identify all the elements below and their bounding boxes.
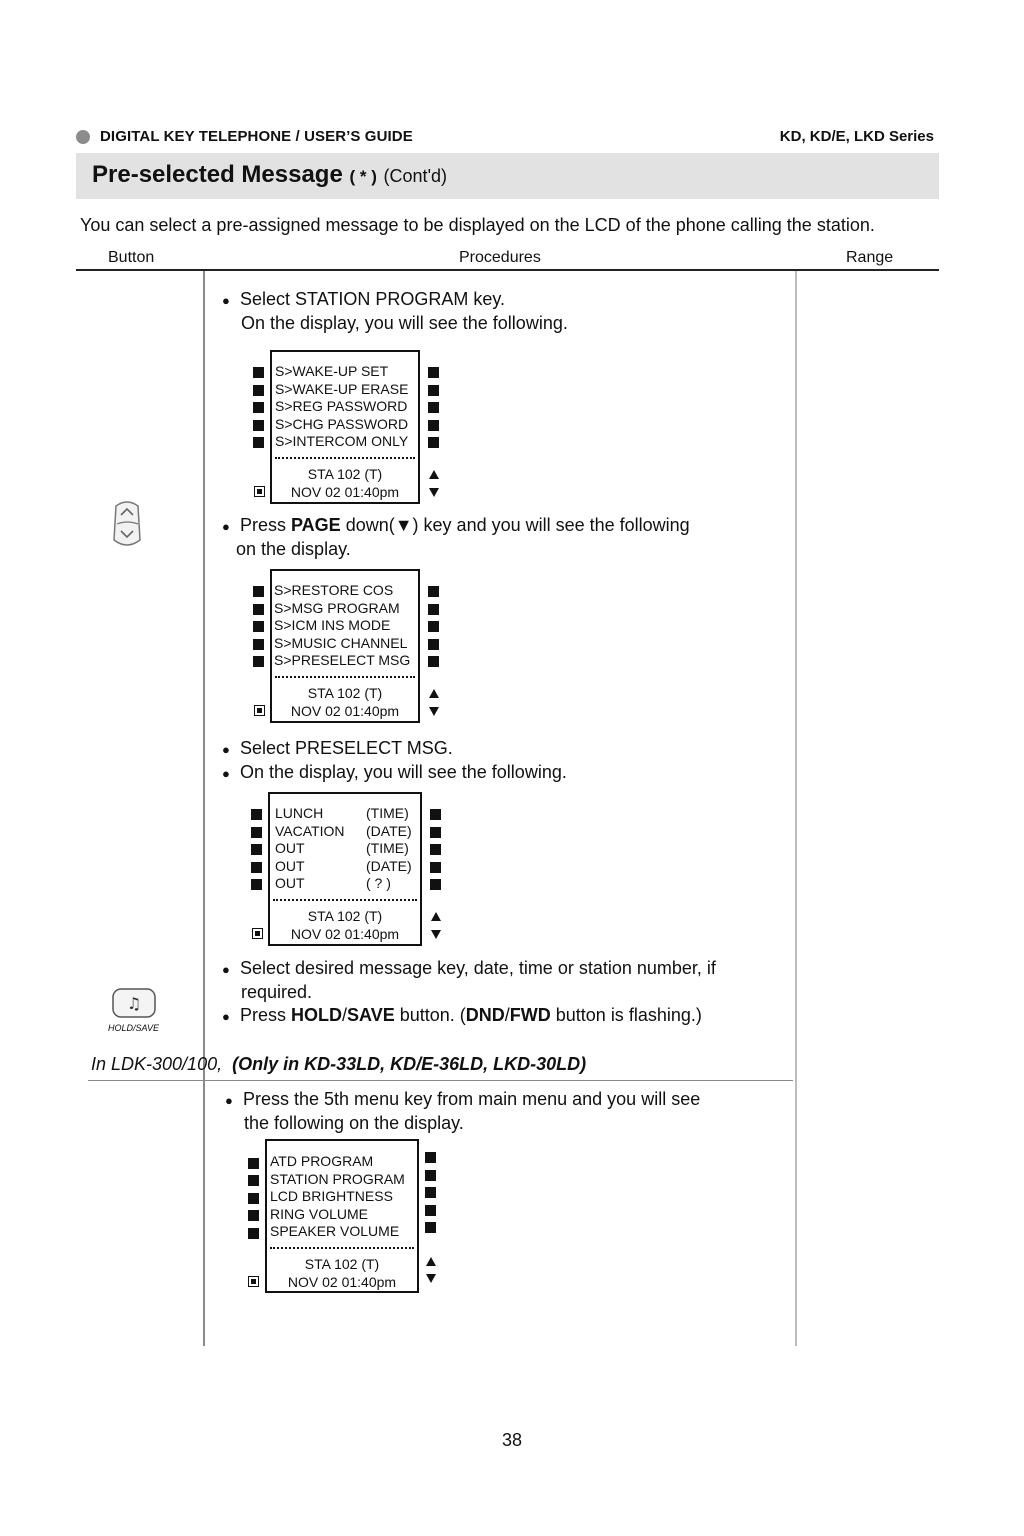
lcd-row: S>REG PASSWORD	[275, 398, 408, 414]
ldk-models-only: (Only in KD-33LD, KD/E-36LD, LKD-30LD)	[232, 1054, 587, 1074]
soft-key-right-2	[428, 385, 439, 396]
step-see-display	[222, 761, 567, 785]
step-press-page-down	[222, 514, 690, 538]
soft-key-right-3	[428, 621, 439, 632]
lcd-status-station: STA 102 (T)	[307, 908, 383, 924]
lcd-row: S>MUSIC CHANNEL	[274, 634, 408, 651]
soft-key-right-1	[425, 1152, 436, 1163]
soft-key-left-4	[248, 1210, 259, 1221]
soft-key-left-2	[251, 827, 262, 838]
scroll-up-arrow-icon	[429, 470, 439, 479]
step-text-cont: On the display, you will see the following.	[241, 313, 568, 333]
scroll-down-arrow-icon	[429, 488, 439, 497]
soft-key-left-3	[248, 1193, 259, 1204]
soft-key-right-2	[430, 827, 441, 838]
soft-key-left-3	[253, 621, 264, 632]
save-label: SAVE	[347, 1005, 395, 1025]
lcd-row: S>WAKE-UP SET	[275, 363, 389, 379]
soft-key-left-5	[248, 1228, 259, 1239]
soft-key-left-1	[248, 1158, 259, 1169]
step-text: Select STATION PROGRAM key.	[240, 289, 506, 309]
message-name: VACATION	[275, 822, 345, 839]
bullet-icon: ●	[222, 292, 230, 308]
lcd-row: ATD PROGRAM	[270, 1153, 374, 1169]
intro-text: You can select a pre-assigned message to be displayed on the LCD of the phone calling the station.	[80, 215, 875, 235]
scroll-up-arrow-icon	[429, 689, 439, 698]
scroll-up-arrow-icon	[431, 912, 441, 921]
column-header-range: Range	[846, 249, 894, 266]
soft-key-right-4	[430, 862, 441, 873]
step-text: Press	[240, 515, 292, 535]
step-text: Press the 5th menu key from main menu and you will see	[243, 1089, 701, 1109]
soft-key-left-1	[251, 809, 262, 820]
lcd-indicator-icon	[248, 1276, 259, 1287]
ldk-model-note: In LDK-300/100,	[91, 1054, 223, 1074]
step-text: Select desired message key, date, time or station number, if	[240, 958, 716, 978]
soft-key-right-5	[425, 1222, 436, 1233]
step-select-station-program	[222, 288, 505, 312]
lcd-status-datetime: NOV 02 01:40pm	[290, 484, 400, 500]
soft-key-left-1	[253, 367, 264, 378]
ldk-section-heading	[91, 1054, 586, 1075]
step-text: button. (	[394, 1005, 466, 1025]
message-value: (TIME)	[366, 840, 409, 856]
message-value: (DATE)	[366, 822, 412, 839]
soft-key-right-5	[428, 656, 439, 667]
title-cont: (Cont'd)	[383, 166, 448, 186]
message-value: ( ? )	[366, 875, 391, 891]
lcd-status-datetime: NOV 02 01:40pm	[290, 926, 400, 942]
header-guide-title: DIGITAL KEY TELEPHONE / USER’S GUIDE	[100, 128, 413, 145]
step-text: down(▼) key and you will see the following	[340, 515, 690, 535]
soft-key-right-1	[428, 586, 439, 597]
scroll-down-arrow-icon	[426, 1274, 436, 1283]
step-text-cont: required.	[241, 982, 313, 1002]
lcd-row: S>RESTORE COS	[274, 582, 394, 598]
message-name: LUNCH	[275, 805, 324, 821]
section-divider	[88, 1080, 793, 1081]
hold-label: HOLD	[291, 1005, 343, 1025]
soft-key-right-4	[428, 639, 439, 650]
scroll-up-arrow-icon	[426, 1257, 436, 1266]
soft-key-right-1	[430, 809, 441, 820]
soft-key-left-4	[251, 862, 262, 873]
hold-save-label: HOLD/SAVE	[108, 1023, 160, 1033]
step-press-hold-save	[222, 1004, 702, 1028]
column-header-procedures: Procedures	[459, 249, 541, 266]
soft-key-right-4	[428, 420, 439, 431]
soft-key-left-4	[253, 639, 264, 650]
lcd-row: LCD BRIGHTNESS	[270, 1188, 393, 1204]
bullet-icon: ●	[222, 741, 230, 757]
header-bullet-icon	[76, 130, 90, 144]
title-symbol: ( * )	[349, 167, 377, 186]
svg-text:♫: ♫	[126, 994, 142, 1013]
soft-key-right-1	[428, 367, 439, 378]
column-divider-right	[795, 271, 797, 1346]
page-key-icon	[110, 498, 144, 555]
lcd-status-station: STA 102 (T)	[307, 466, 383, 482]
step-select-message-key	[222, 957, 716, 981]
soft-key-right-5	[428, 437, 439, 448]
message-name: OUT	[275, 875, 305, 891]
column-header-button: Button	[108, 249, 155, 266]
soft-key-left-1	[253, 586, 264, 597]
soft-key-left-2	[248, 1175, 259, 1186]
lcd-row: RING VOLUME	[270, 1205, 369, 1222]
bullet-icon: ●	[222, 518, 230, 534]
lcd-row: STATION PROGRAM	[270, 1170, 405, 1187]
soft-key-left-5	[251, 879, 262, 890]
header-series: KD, KD/E, LKD Series	[779, 128, 934, 145]
step-text: Press	[240, 1005, 292, 1025]
lcd-divider	[270, 1247, 414, 1249]
lcd-row: S>PRESELECT MSG	[274, 652, 411, 668]
step-press-5th-menu-key	[225, 1088, 700, 1112]
lcd-status-datetime: NOV 02 01:40pm	[287, 1274, 397, 1290]
lcd-indicator-icon	[252, 928, 263, 939]
message-name: OUT	[275, 840, 305, 856]
page-title	[92, 161, 447, 189]
soft-key-right-5	[430, 879, 441, 890]
bullet-icon: ●	[225, 1092, 233, 1108]
lcd-divider	[275, 676, 415, 678]
soft-key-left-2	[253, 604, 264, 615]
soft-key-right-3	[425, 1187, 436, 1198]
bullet-icon: ●	[222, 1008, 230, 1024]
step-text-cont: the following on the display.	[244, 1113, 464, 1133]
lcd-indicator-icon	[254, 486, 265, 497]
step-select-preselect-msg	[222, 737, 453, 761]
hold-save-button-icon	[108, 986, 160, 1027]
page-number: 38	[501, 1430, 523, 1450]
scroll-down-arrow-icon	[429, 707, 439, 716]
message-value: (DATE)	[366, 857, 412, 874]
soft-key-right-3	[430, 844, 441, 855]
lcd-status-station: STA 102 (T)	[304, 1256, 380, 1272]
soft-key-left-3	[251, 844, 262, 855]
table-header-rule	[76, 269, 939, 271]
lcd-divider	[275, 457, 415, 459]
soft-key-left-5	[253, 437, 264, 448]
lcd-row: S>WAKE-UP ERASE	[275, 380, 409, 397]
lcd-status-station: STA 102 (T)	[307, 685, 383, 701]
scroll-down-arrow-icon	[431, 930, 441, 939]
lcd-indicator-icon	[254, 705, 265, 716]
step-text: button is flashing.)	[550, 1005, 702, 1025]
message-name: OUT	[275, 857, 305, 874]
lcd-status-datetime: NOV 02 01:40pm	[290, 703, 400, 719]
lcd-row: SPEAKER VOLUME	[270, 1223, 400, 1239]
step-text: Select PRESELECT MSG.	[240, 738, 453, 758]
bullet-icon: ●	[222, 961, 230, 977]
dnd-label: DND	[465, 1005, 505, 1025]
message-value: (TIME)	[366, 805, 409, 821]
soft-key-right-2	[428, 604, 439, 615]
lcd-divider	[273, 899, 417, 901]
soft-key-right-4	[425, 1205, 436, 1216]
lcd-row: S>CHG PASSWORD	[275, 415, 409, 432]
soft-key-left-5	[253, 656, 264, 667]
page-key-label: PAGE	[291, 515, 341, 535]
soft-key-left-4	[253, 420, 264, 431]
lcd-row: S>ICM INS MODE	[274, 617, 391, 633]
step-text: On the display, you will see the following.	[240, 762, 567, 782]
title-main: Pre-selected Message	[92, 161, 343, 188]
soft-key-right-2	[425, 1170, 436, 1181]
step-text: /	[504, 1005, 510, 1025]
column-divider-left	[203, 271, 205, 1346]
soft-key-left-3	[253, 402, 264, 413]
soft-key-left-2	[253, 385, 264, 396]
step-text: /	[342, 1005, 348, 1025]
lcd-row: S>INTERCOM ONLY	[275, 433, 409, 449]
bullet-icon: ●	[222, 765, 230, 781]
soft-key-right-3	[428, 402, 439, 413]
step-text-cont: on the display.	[236, 539, 351, 559]
fwd-label: FWD	[509, 1005, 551, 1025]
lcd-row: S>MSG PROGRAM	[274, 599, 400, 616]
